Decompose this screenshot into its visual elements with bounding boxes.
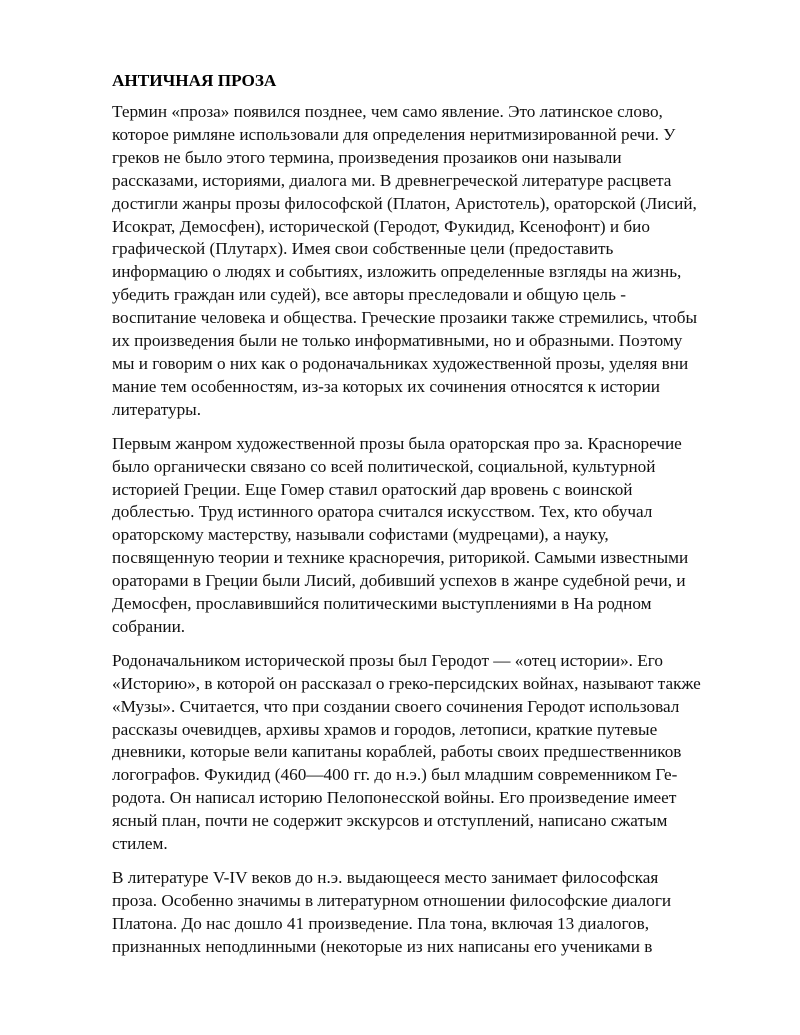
text-line: ясный план, почти не содержит экскурсов и отступлений, написано сжатым — [112, 811, 668, 831]
text-line: доблестью. Труд истинного оратора считался искусством. Тех, кто обучал — [112, 502, 653, 522]
text-line: информацию о людях и событиях, изложить определенные взгляды на жизнь, — [112, 262, 682, 282]
text-line: греков не было этого термина, произведения прозаиков они называли — [112, 147, 622, 167]
document-title: АНТИЧНАЯ ПРОЗА — [112, 71, 277, 90]
text-line: родота. Он написал историю Пелопонесской войны. Его произведение имеет — [112, 788, 677, 808]
paragraph — [112, 867, 740, 959]
text-line: мы и говорим о них как о родоначальниках художественной прозы, уделяя вни — [112, 353, 689, 373]
text-line: Исократ, Демосфен), исторической (Геродот, Фукидид, Ксенофонт) и био — [112, 216, 650, 236]
text-line: их произведения были не только информативными, но и образными. Поэтому — [112, 331, 683, 351]
text-line: логографов. Фукидид (460—400 гг. до н.э.) был младшим современником Ге- — [112, 765, 678, 785]
paragraph — [112, 650, 740, 856]
text-line: убедить граждан или судей), все авторы преследовали и общую цель - — [112, 285, 626, 305]
text-line: рассказы очевидцев, архивы храмов и городов, летописи, краткие путевые — [112, 719, 658, 739]
text-line: дневники, которые вели капитаны кораблей, работы своих предшественников — [112, 742, 682, 762]
paragraph — [112, 101, 740, 422]
text-line: В литературе V-IV веков до н.э. выдающееся место занимает философская — [112, 868, 659, 887]
text-line: проза. Особенно значимы в литературном отношении философские диалоги — [112, 890, 672, 910]
text-line: достигли жанры прозы философской (Платон, Аристотель), ораторской (Лисий, — [112, 193, 697, 213]
text-line: признанных неподлинными (некоторые из них написаны его учениками в — [112, 936, 653, 956]
text-line: собрании. — [112, 616, 186, 636]
text-line: «Историю», в которой он рассказал о греко-персидских войнах, называют также — [112, 673, 701, 693]
text-line: мание тем особенностям, из-за которых их сочинения относятся к истории — [112, 376, 660, 396]
text-line: Платона. До нас дошло 41 произведение. Пла тона, включая 13 диалогов, — [112, 913, 650, 933]
text-line: посвященную теории и технике красноречия, риторикой. Самыми известными — [112, 548, 689, 568]
text-line: Термин «проза» появился позднее, чем само явление. Это латинское слово, — [112, 102, 663, 121]
text-line: Родоначальником исторической прозы был Геродот — «отец истории». Его — [112, 650, 663, 670]
text-line: историей Греции. Еще Гомер ставил оратоский дар вровень с воинской — [112, 479, 633, 499]
text-line: «Музы». Считается, что при создании своего сочинения Геродот использовал — [112, 696, 680, 716]
text-line: рассказами, историями, диалога ми. В древнегреческой литературе расцвета — [112, 170, 672, 190]
text-line: которое римляне использовали для определения неритмизированной речи. У — [112, 124, 676, 144]
text-line: Демосфен, прославившийся политическими выступлениями в На родном — [112, 594, 652, 614]
text-line: ораторскому мастерству, называли софистами (мудрецами), а науку, — [112, 525, 609, 545]
text-line: воспитание человека и общества. Греческие прозаики также стремились, чтобы — [112, 308, 698, 328]
text-line: литературы. — [112, 399, 202, 419]
paragraph-list — [112, 101, 740, 959]
document-body — [112, 70, 740, 970]
text-line: ораторами в Греции были Лисий, добивший успехов в жанре судебной речи, и — [112, 571, 686, 591]
paragraph — [112, 433, 740, 639]
text-line: было органически связано со всей политической, социальной, культурной — [112, 456, 656, 476]
text-line: стилем. — [112, 834, 168, 854]
text-line: Первым жанром художественной прозы была ораторская про за. Красноречие — [112, 433, 682, 453]
text-line: графической (Плутарх). Имея свои собственные цели (предоставить — [112, 239, 614, 259]
